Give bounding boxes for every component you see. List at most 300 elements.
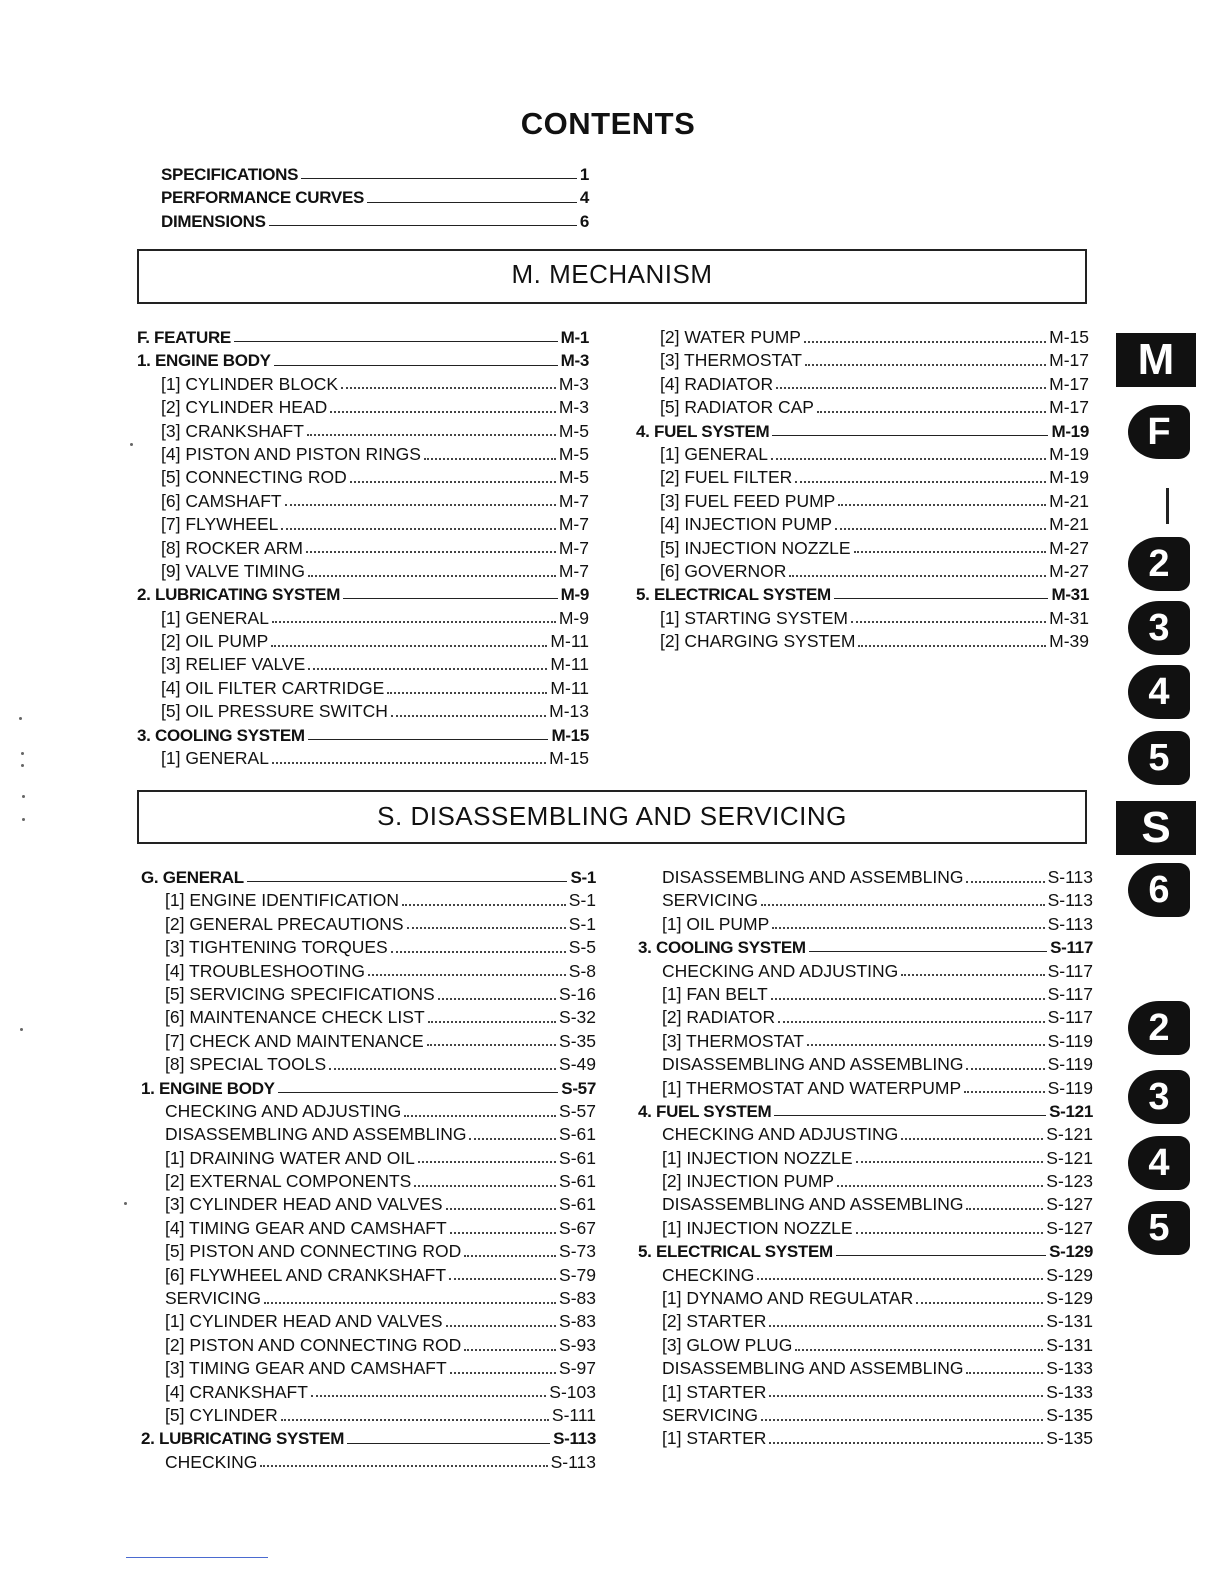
toc-entry-label: [3] CRANKSHAFT [161, 420, 304, 441]
tab-separator-mark [1166, 488, 1169, 524]
toc-entry-page: S-119 [1047, 1030, 1093, 1051]
disassembling-toc-right [638, 866, 1093, 1451]
toc-leader-line [329, 1068, 556, 1070]
toc-entry-label: SERVICING [662, 890, 758, 911]
toc-entry [141, 866, 596, 889]
toc-leader-line [281, 528, 556, 530]
toc-entry-label: [1] INJECTION NOZZLE [662, 1217, 853, 1238]
toc-entry [636, 513, 1089, 536]
toc-entry-page: S-35 [559, 1030, 596, 1051]
toc-leader-line [285, 504, 556, 506]
toc-leader-line [350, 481, 556, 483]
chapter-tab-3: 3 [1128, 1070, 1190, 1124]
toc-leader-line [281, 1419, 549, 1421]
toc-entry [137, 724, 589, 747]
toc-leader-line [771, 458, 1046, 460]
toc-leader-line [307, 434, 556, 436]
toc-entry-page: M-21 [1049, 514, 1089, 535]
toc-entry [636, 607, 1089, 630]
toc-entry [141, 913, 596, 936]
toc-entry-page: M-19 [1051, 421, 1089, 441]
toc-leader-line [234, 341, 558, 342]
disassembling-toc-left [141, 866, 596, 1474]
toc-entry-page: M-3 [558, 373, 589, 394]
toc-entry-page: S-117 [1047, 983, 1093, 1004]
toc-entry-label: [2] CHARGING SYSTEM [660, 631, 856, 652]
toc-entry-page: S-67 [559, 1217, 596, 1238]
toc-leader-line [778, 1021, 1044, 1023]
toc-entry-label: [7] CHECK AND MAINTENANCE [165, 1030, 424, 1051]
toc-leader-line [387, 692, 547, 694]
toc-entry-page: S-119 [1047, 1054, 1093, 1075]
toc-entry-page: S-113 [1047, 890, 1093, 911]
toc-leader-line [834, 598, 1049, 599]
toc-entry [141, 1077, 596, 1100]
toc-entry-page: S-1 [568, 913, 596, 934]
toc-leader-line [368, 974, 566, 976]
toc-leader-line [446, 1325, 557, 1327]
toc-entry [137, 607, 589, 630]
toc-entry-label: CHECKING AND ADJUSTING [662, 960, 899, 981]
toc-entry [638, 1240, 1093, 1263]
toc-leader-line [311, 1395, 546, 1397]
toc-entry [137, 747, 589, 770]
toc-entry-label: [1] INJECTION NOZZLE [662, 1147, 853, 1168]
page-title: CONTENTS [520, 106, 696, 141]
toc-entry-page: M-19 [1049, 443, 1089, 464]
toc-leader-line [469, 1138, 556, 1140]
toc-entry-label: [8] SPECIAL TOOLS [165, 1054, 327, 1075]
toc-entry-page: S-129 [1046, 1288, 1093, 1309]
toc-entry-label: [4] OIL FILTER CARTRIDGE [161, 677, 385, 698]
toc-entry-page: M-13 [549, 701, 589, 722]
toc-leader-line [428, 1021, 556, 1023]
toc-entry [137, 349, 589, 372]
toc-entry-page: M-39 [1049, 631, 1089, 652]
toc-leader-line [817, 411, 1046, 413]
toc-leader-line [771, 998, 1045, 1000]
toc-entry-page: M-3 [558, 397, 589, 418]
toc-entry-page: S-73 [559, 1241, 596, 1262]
toc-entry-label: [6] FLYWHEEL AND CRANKSHAFT [165, 1264, 447, 1285]
toc-leader-line [407, 927, 566, 929]
toc-entry-label: [1] GENERAL [161, 607, 269, 628]
mechanism-section-heading: M. MECHANISM [137, 249, 1087, 304]
toc-entry [141, 1334, 596, 1357]
toc-entry [141, 1287, 596, 1310]
toc-leader-line [769, 1325, 1043, 1327]
toc-entry-label: [2] FUEL FILTER [660, 467, 793, 488]
toc-leader-line [330, 411, 556, 413]
toc-entry-label: [9] VALVE TIMING [161, 560, 305, 581]
chapter-tab-m: M [1116, 333, 1196, 387]
toc-entry-label: 2. LUBRICATING SYSTEM [137, 585, 341, 605]
toc-leader-line [343, 598, 558, 599]
toc-entry-label: DIMENSIONS [161, 211, 266, 231]
mechanism-toc-right [636, 326, 1089, 653]
toc-entry [638, 1404, 1093, 1427]
toc-leader-line [341, 387, 556, 389]
toc-entry [638, 960, 1093, 983]
toc-entry [636, 490, 1089, 513]
toc-entry [137, 583, 589, 606]
toc-leader-line [308, 575, 556, 577]
chapter-tab-4: 4 [1128, 1136, 1190, 1190]
toc-entry [638, 1217, 1093, 1240]
toc-entry-label: [4] INJECTION PUMP [660, 514, 833, 535]
toc-entry-page: M-11 [550, 654, 589, 675]
toc-entry [137, 560, 589, 583]
toc-entry-page: M-9 [558, 607, 589, 628]
toc-entry-page: S-61 [559, 1124, 596, 1145]
toc-entry-label: CHECKING [165, 1451, 258, 1472]
toc-entry [137, 326, 589, 349]
chapter-tab-5: 5 [1128, 731, 1190, 785]
toc-entry-page: S-135 [1046, 1428, 1093, 1449]
toc-entry-label: 1. ENGINE BODY [137, 351, 271, 371]
toc-entry-label: 2. LUBRICATING SYSTEM [141, 1429, 345, 1449]
toc-entry-page: M-17 [1049, 350, 1089, 371]
toc-leader-line [795, 481, 1046, 483]
toc-entry [141, 1006, 596, 1029]
toc-entry [137, 677, 589, 700]
toc-entry-label: [3] TIGHTENING TORQUES [165, 937, 388, 958]
toc-entry-label: [5] INJECTION NOZZLE [660, 537, 851, 558]
toc-entry [636, 630, 1089, 653]
toc-entry-label: [1] STARTER [662, 1428, 767, 1449]
toc-entry-label: [3] THERMOSTAT [662, 1030, 804, 1051]
toc-entry-page: M-5 [558, 467, 589, 488]
toc-entry-label: [4] RADIATOR [660, 373, 774, 394]
toc-entry-label: PERFORMANCE CURVES [161, 188, 365, 208]
toc-leader-line [347, 1443, 550, 1444]
toc-entry-label: [1] THERMOSTAT AND WATERPUMP [662, 1077, 962, 1098]
toc-entry-page: S-129 [1049, 1242, 1093, 1262]
toc-entry [638, 1334, 1093, 1357]
toc-entry [638, 1310, 1093, 1333]
toc-entry [141, 1264, 596, 1287]
toc-leader-line [856, 1161, 1044, 1163]
toc-leader-line [761, 904, 1045, 906]
toc-entry-page: S-61 [559, 1194, 596, 1215]
toc-entry-page: S-127 [1046, 1217, 1093, 1238]
toc-entry-label: [2] STARTER [662, 1311, 767, 1332]
toc-entry-label: [7] FLYWHEEL [161, 514, 279, 535]
toc-entry-page: M-27 [1049, 560, 1089, 581]
toc-entry-page: M-5 [558, 443, 589, 464]
toc-entry [636, 466, 1089, 489]
toc-leader-line [418, 1161, 556, 1163]
toc-leader-line [761, 1419, 1043, 1421]
toc-entry-label: [6] MAINTENANCE CHECK LIST [165, 1007, 425, 1028]
toc-leader-line [901, 974, 1044, 976]
toc-entry [636, 560, 1089, 583]
toc-entry-page: S-8 [568, 960, 596, 981]
toc-entry [638, 866, 1093, 889]
toc-entry-page: 1 [579, 165, 589, 184]
toc-entry-label: [5] PISTON AND CONNECTING ROD [165, 1241, 462, 1262]
scan-speck [130, 443, 133, 446]
toc-entry-label: [2] CYLINDER HEAD [161, 397, 328, 418]
toc-entry-page: S-113 [550, 1451, 596, 1472]
toc-entry-page: S-16 [559, 983, 596, 1004]
toc-entry-label: [1] DYNAMO AND REGULATAR [662, 1288, 914, 1309]
chapter-tab-6: 6 [1128, 863, 1190, 917]
toc-leader-line [835, 528, 1046, 530]
toc-entry-page: M-7 [558, 490, 589, 511]
toc-entry-page: M-11 [550, 631, 589, 652]
toc-entry-page: S-135 [1046, 1404, 1093, 1425]
toc-entry [638, 1123, 1093, 1146]
toc-entry-label: DISASSEMBLING AND ASSEMBLING [165, 1124, 467, 1145]
toc-leader-line [446, 1208, 557, 1210]
toc-leader-line [427, 1044, 556, 1046]
toc-entry-page: S-61 [559, 1147, 596, 1168]
scan-speck [20, 1028, 23, 1031]
toc-entry-label: 4. FUEL SYSTEM [638, 1101, 772, 1121]
toc-entry-page: S-83 [559, 1288, 596, 1309]
toc-entry-page: M-15 [1049, 327, 1089, 347]
toc-leader-line [464, 1255, 556, 1257]
toc-entry-page: S-121 [1046, 1147, 1093, 1168]
toc-entry-page: S-117 [1050, 938, 1093, 958]
toc-entry-page: S-61 [559, 1171, 596, 1192]
toc-entry-label: [1] CYLINDER HEAD AND VALVES [165, 1311, 443, 1332]
toc-entry-page: M-11 [550, 677, 589, 698]
toc-entry-page: M-7 [558, 560, 589, 581]
toc-entry-label: [1] ENGINE IDENTIFICATION [165, 890, 400, 911]
toc-entry [638, 1381, 1093, 1404]
toc-entry-label: [5] CONNECTING ROD [161, 467, 347, 488]
toc-entry-label: 5. ELECTRICAL SYSTEM [636, 585, 831, 605]
toc-leader-line [391, 715, 546, 717]
toc-entry-page: S-79 [559, 1264, 596, 1285]
toc-entry-label: DISASSEMBLING AND ASSEMBLING [662, 1194, 964, 1215]
toc-entry [638, 1427, 1093, 1450]
toc-entry-label: CHECKING AND ADJUSTING [662, 1124, 899, 1145]
toc-entry [137, 700, 589, 723]
toc-entry [137, 420, 589, 443]
toc-leader-line [964, 1091, 1044, 1093]
chapter-tab-s: S [1116, 801, 1196, 855]
toc-leader-line [402, 904, 566, 906]
toc-entry [638, 1006, 1093, 1029]
toc-entry-label: [5] SERVICING SPECIFICATIONS [165, 983, 435, 1004]
toc-leader-line [836, 1255, 1046, 1256]
toc-entry-page: S-32 [559, 1007, 596, 1028]
toc-entry [638, 1077, 1093, 1100]
toc-entry-label: [5] CYLINDER [165, 1404, 278, 1425]
toc-entry-page: M-17 [1049, 397, 1089, 418]
toc-entry [141, 1123, 596, 1146]
toc-leader-line [301, 178, 577, 179]
toc-leader-line [450, 1232, 556, 1234]
toc-leader-line [966, 1372, 1043, 1374]
toc-leader-line [838, 504, 1046, 506]
toc-leader-line [274, 365, 558, 366]
toc-entry [141, 1030, 596, 1053]
toc-entry [638, 1287, 1093, 1310]
chapter-tab-4: 4 [1128, 665, 1190, 719]
toc-entry-label: [2] WATER PUMP [660, 327, 801, 347]
chapter-tab-5: 5 [1128, 1201, 1190, 1255]
toc-leader-line [916, 1302, 1043, 1304]
toc-leader-line [769, 1442, 1043, 1444]
toc-entry [141, 1404, 596, 1427]
toc-entry [638, 1193, 1093, 1216]
disassembling-section-heading: S. DISASSEMBLING AND SERVICING [137, 790, 1087, 844]
toc-entry-label: [4] TROUBLESHOOTING [165, 960, 365, 981]
toc-entry-page: S-123 [1046, 1171, 1093, 1192]
toc-entry [638, 1264, 1093, 1287]
toc-entry [636, 349, 1089, 372]
footer-rule [126, 1557, 268, 1558]
toc-entry-label: [2] RADIATOR [662, 1007, 776, 1028]
toc-leader-line [772, 927, 1044, 929]
toc-leader-line [404, 1115, 556, 1117]
scan-speck [22, 795, 25, 798]
toc-leader-line [776, 387, 1046, 389]
toc-entry [638, 1170, 1093, 1193]
toc-leader-line [278, 1092, 559, 1093]
toc-entry [141, 1381, 596, 1404]
toc-entry [137, 163, 589, 186]
toc-entry-label: [3] THERMOSTAT [660, 350, 802, 371]
toc-entry-label: [5] OIL PRESSURE SWITCH [161, 701, 388, 722]
toc-entry-page: M-9 [560, 585, 589, 605]
toc-entry [638, 1147, 1093, 1170]
toc-entry [636, 373, 1089, 396]
toc-entry-label: 5. ELECTRICAL SYSTEM [638, 1242, 833, 1262]
toc-entry-label: [1] GENERAL [660, 443, 768, 464]
toc-leader-line [795, 1349, 1043, 1351]
toc-entry-page: S-57 [561, 1078, 596, 1098]
toc-entry [141, 1053, 596, 1076]
toc-entry [141, 1427, 596, 1450]
toc-leader-line [769, 1395, 1043, 1397]
toc-entry-label: [3] RELIEF VALVE [161, 654, 306, 675]
mechanism-toc-left [137, 326, 589, 770]
toc-entry-label: [4] CRANKSHAFT [165, 1381, 308, 1402]
toc-leader-line [438, 998, 556, 1000]
toc-leader-line [271, 645, 547, 647]
scan-speck [22, 818, 25, 821]
toc-leader-line [260, 1465, 547, 1467]
toc-entry-label: [3] CYLINDER HEAD AND VALVES [165, 1194, 443, 1215]
toc-leader-line [269, 225, 577, 226]
toc-entry-label: [1] CYLINDER BLOCK [161, 373, 338, 394]
toc-entry-page: M-15 [551, 725, 589, 745]
scan-speck [124, 1202, 127, 1205]
toc-entry [137, 490, 589, 513]
toc-entry [636, 326, 1089, 349]
toc-entry-label: [3] TIMING GEAR AND CAMSHAFT [165, 1358, 447, 1379]
toc-entry-label: SERVICING [165, 1288, 261, 1309]
toc-entry-page: S-103 [549, 1381, 596, 1402]
toc-entry-label: CHECKING AND ADJUSTING [165, 1100, 402, 1121]
toc-entry [638, 1100, 1093, 1123]
toc-leader-line [966, 1068, 1044, 1070]
toc-entry-page: S-119 [1047, 1077, 1093, 1098]
toc-entry [141, 960, 596, 983]
toc-entry-page: S-49 [559, 1054, 596, 1075]
toc-entry [137, 630, 589, 653]
toc-leader-line [809, 951, 1047, 952]
toc-entry-page: S-129 [1046, 1264, 1093, 1285]
toc-entry [137, 186, 589, 209]
toc-entry [141, 1240, 596, 1263]
toc-entry-label: DISASSEMBLING AND ASSEMBLING [662, 1054, 964, 1075]
toc-leader-line [308, 739, 549, 740]
toc-entry-page: S-113 [553, 1429, 596, 1449]
toc-entry-page: S-121 [1046, 1124, 1093, 1145]
toc-entry-page: S-117 [1047, 960, 1093, 981]
toc-leader-line [772, 435, 1048, 436]
toc-entry-label: [1] STARTER [662, 1381, 767, 1402]
toc-leader-line [966, 881, 1044, 883]
chapter-tab-2: 2 [1128, 1001, 1190, 1055]
toc-entry-label: 4. FUEL SYSTEM [636, 421, 770, 441]
toc-entry [141, 1193, 596, 1216]
toc-leader-line [901, 1138, 1043, 1140]
toc-entry [141, 1100, 596, 1123]
toc-entry-page: S-127 [1046, 1194, 1093, 1215]
toc-entry [137, 396, 589, 419]
toc-entry-label: [2] INJECTION PUMP [662, 1171, 835, 1192]
toc-entry-label: 3. COOLING SYSTEM [638, 938, 806, 958]
toc-entry-label: G. GENERAL [141, 868, 244, 887]
toc-leader-line [449, 1278, 556, 1280]
toc-entry [638, 1053, 1093, 1076]
toc-entry [638, 983, 1093, 1006]
toc-leader-line [264, 1302, 556, 1304]
toc-leader-line [247, 881, 568, 882]
toc-entry-page: S-131 [1046, 1334, 1093, 1355]
toc-entry [141, 983, 596, 1006]
toc-entry [638, 1030, 1093, 1053]
toc-leader-line [856, 1232, 1044, 1234]
toc-entry-page: M-27 [1049, 537, 1089, 558]
scan-speck [21, 764, 24, 767]
toc-entry-label: 1. ENGINE BODY [141, 1078, 275, 1098]
scan-speck [21, 752, 24, 755]
toc-leader-line [789, 575, 1046, 577]
toc-leader-line [464, 1349, 556, 1351]
toc-entry [638, 889, 1093, 912]
toc-entry [638, 913, 1093, 936]
toc-entry [137, 537, 589, 560]
toc-entry [141, 1310, 596, 1333]
chapter-tab-2: 2 [1128, 537, 1190, 591]
toc-entry-page: S-1 [568, 890, 596, 911]
toc-entry-label: SERVICING [662, 1404, 758, 1425]
toc-leader-line [837, 1185, 1043, 1187]
toc-entry [137, 210, 589, 233]
toc-entry-page: M-31 [1049, 607, 1089, 628]
toc-entry-page: S-111 [551, 1404, 596, 1425]
toc-entry-page: S-5 [568, 937, 596, 958]
toc-leader-line [805, 364, 1046, 366]
toc-entry-label: [1] FAN BELT [662, 983, 768, 1004]
toc-entry [137, 443, 589, 466]
toc-leader-line [757, 1278, 1043, 1280]
toc-entry-page: M-5 [558, 420, 589, 441]
toc-leader-line [807, 1044, 1045, 1046]
toc-entry-label: CHECKING [662, 1264, 755, 1285]
toc-entry-page: S-93 [559, 1334, 596, 1355]
toc-entry-page: S-83 [559, 1311, 596, 1332]
toc-entry-label: [6] CAMSHAFT [161, 490, 282, 511]
